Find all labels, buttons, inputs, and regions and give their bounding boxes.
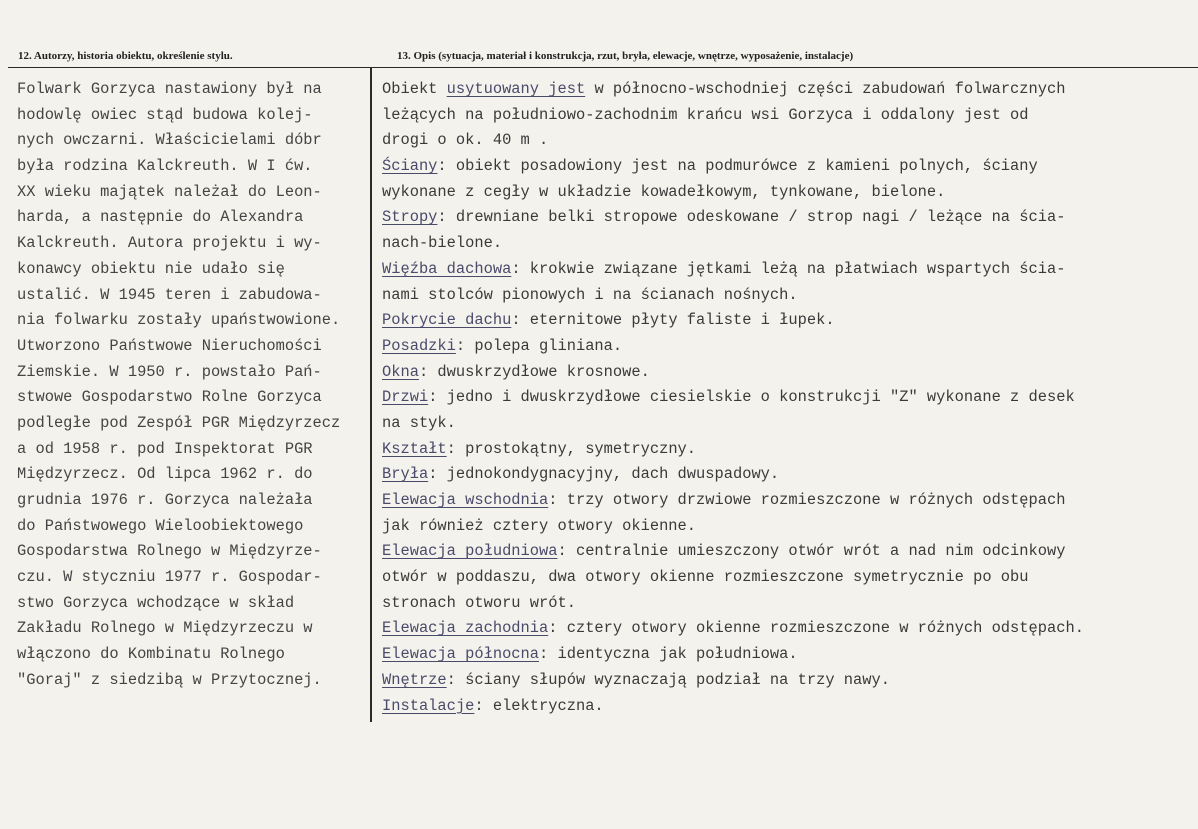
history-line: harda, a następnie do Alexandra xyxy=(17,208,304,227)
section-label: Bryła xyxy=(382,465,429,484)
description-line xyxy=(382,77,1187,103)
history-line: Kalckreuth. Autora projektu i wy- xyxy=(17,234,322,253)
line-text: : dwuskrzydłowe krosnowe. xyxy=(418,362,650,381)
section-label: Elewacja wschodnia xyxy=(382,491,549,509)
description-line xyxy=(382,642,1187,668)
section-label: Posadzki xyxy=(382,336,456,355)
header-rule xyxy=(8,67,1198,68)
description-line xyxy=(382,205,1187,231)
line-text: : krokwie związane jętkami leżą na płatwiach wspartych ścia- xyxy=(511,259,1066,278)
line-text: : polepa gliniana. xyxy=(455,336,623,355)
description-line xyxy=(382,488,1187,514)
section-label: Elewacja zachodnia xyxy=(382,619,549,638)
history-line: Gospodarstwa Rolnego w Międzyrze- xyxy=(17,542,322,561)
history-line: Folwark Gorzyca nastawiony był na xyxy=(17,80,322,98)
history-line: grudnia 1976 r. Gorzyca należała xyxy=(17,491,313,509)
line-text: nami stolców pionowych i na ścianach nośnych. xyxy=(382,285,798,304)
description-line xyxy=(382,514,1187,540)
description-line xyxy=(382,385,1187,411)
section-label: Elewacja północna xyxy=(382,645,540,664)
section-label: Kształt xyxy=(382,439,447,458)
line-text: : identyczna jak południowa. xyxy=(539,645,798,664)
history-line: stwowe Gospodarstwo Rolne Gorzyca xyxy=(17,388,322,407)
column-divider xyxy=(370,67,372,722)
section-label: Instalacje xyxy=(382,696,475,715)
history-line: konawcy obiektu nie udało się xyxy=(17,259,285,278)
line-text: : elektryczna. xyxy=(474,696,604,715)
description-line xyxy=(382,154,1187,180)
description-line xyxy=(382,334,1187,360)
line-text: : ściany słupów wyznaczają podział na trzy nawy. xyxy=(446,670,890,689)
description-line xyxy=(382,565,1187,591)
history-line: Zakładu Rolnego w Międzyrzeczu w xyxy=(17,619,313,638)
history-line: nych owczarni. Właścicielami dóbr xyxy=(17,131,322,150)
line-text: : trzy otwory drzwiowe rozmieszczone w różnych odstępach xyxy=(548,491,1066,509)
line-text: : drewniane belki stropowe odeskowane / strop nagi / leżące na ścia- xyxy=(437,208,1066,227)
section-label: Pokrycie dachu xyxy=(382,311,512,330)
history-line: czu. W styczniu 1977 r. Gospodar- xyxy=(17,568,322,587)
description-line xyxy=(382,231,1187,257)
line-text: : jednokondygnacyjny, dach dwuspadowy. xyxy=(428,465,780,484)
section-label: Stropy xyxy=(382,208,438,227)
line-text: : eternitowe płyty faliste i łupek. xyxy=(511,311,835,330)
description-line xyxy=(382,694,1187,720)
history-line: Międzyrzecz. Od lipca 1962 r. do xyxy=(17,465,313,484)
description-line xyxy=(382,462,1187,488)
section-label: Okna xyxy=(382,362,419,381)
history-line: do Państwowego Wieloobiektowego xyxy=(17,516,304,535)
section-label: Ściany xyxy=(382,157,438,176)
history-line: stwo Gorzyca wchodzące w skład xyxy=(17,593,295,612)
section-label: Więźba dachowa xyxy=(382,259,512,278)
description-line xyxy=(382,103,1187,129)
description-line xyxy=(382,360,1187,386)
description-line xyxy=(382,283,1187,309)
line-prefix: Obiekt xyxy=(382,80,447,98)
history-line: hodowlę owiec stąd budowa kolej- xyxy=(17,105,313,124)
line-text: : prostokątny, symetryczny. xyxy=(446,439,697,458)
description-line xyxy=(382,616,1187,642)
history-line: a od 1958 r. pod Inspektorat PGR xyxy=(17,439,313,458)
history-line: "Goraj" z siedzibą w Przytocznej. xyxy=(17,670,322,689)
section-12-header: 12. Autorzy, historia obiektu, określenie stylu. xyxy=(18,50,233,62)
description-line xyxy=(382,308,1187,334)
description-line xyxy=(382,411,1187,437)
line-text: nach-bielone. xyxy=(382,234,503,253)
description-column xyxy=(382,77,1187,719)
description-line xyxy=(382,668,1187,694)
description-line xyxy=(382,591,1187,617)
history-column xyxy=(17,77,367,694)
section-13-header: 13. Opis (sytuacja, materiał i konstrukcja, rzut, bryła, elewacje, wnętrze, wyposażenie, instalacje) xyxy=(397,50,854,62)
history-line: włączono do Kombinatu Rolnego xyxy=(17,645,285,664)
line-text: : jedno i dwuskrzydłowe ciesielskie o konstrukcji "Z" wykonane z desek xyxy=(428,388,1075,407)
section-label: Elewacja południowa xyxy=(382,542,558,561)
section-label: Drzwi xyxy=(382,388,429,407)
description-line xyxy=(382,257,1187,283)
description-line xyxy=(382,128,1187,154)
line-text: : cztery otwory okienne rozmieszczone w różnych odstępach. xyxy=(548,619,1084,638)
history-line: Ziemskie. W 1950 r. powstało Pań- xyxy=(17,362,322,381)
line-text: otwór w poddaszu, dwa otwory okienne rozmieszczone symetrycznie po obu xyxy=(382,568,1029,587)
history-line: nia folwarku zostały upaństwowione. xyxy=(17,311,341,330)
description-line xyxy=(382,180,1187,206)
line-text: jak również cztery otwory okienne. xyxy=(382,516,697,535)
line-text: : obiekt posadowiony jest na podmurówce z kamieni polnych, ściany xyxy=(437,157,1038,176)
line-text: : centralnie umieszczony otwór wrót a nad nim odcinkowy xyxy=(557,542,1066,561)
section-label: Wnętrze xyxy=(382,670,447,689)
history-line: ustalić. W 1945 teren i zabudowa- xyxy=(17,285,322,304)
history-line: była rodzina Kalckreuth. W I ćw. xyxy=(17,157,313,176)
description-line xyxy=(382,539,1187,565)
line-text: w północno-wschodniej części zabudowań folwarcznych xyxy=(585,80,1066,98)
line-text: stronach otworu wrót. xyxy=(382,593,576,612)
description-line xyxy=(382,437,1187,463)
history-line: Utworzono Państwowe Nieruchomości xyxy=(17,336,322,355)
history-line: XX wieku majątek należał do Leon- xyxy=(17,182,322,201)
line-text: na styk. xyxy=(382,413,456,432)
section-label: usytuowany jest xyxy=(446,80,586,98)
line-text: drogi o ok. 40 m . xyxy=(382,131,549,150)
history-line: podległe pod Zespół PGR Międzyrzecz xyxy=(17,413,341,432)
line-text: wykonane z cegły w układzie kowadełkowym, tynkowane, bielone. xyxy=(382,182,946,201)
line-text: leżących na południowo-zachodnim krańcu wsi Gorzyca i oddalony jest od xyxy=(382,105,1029,124)
